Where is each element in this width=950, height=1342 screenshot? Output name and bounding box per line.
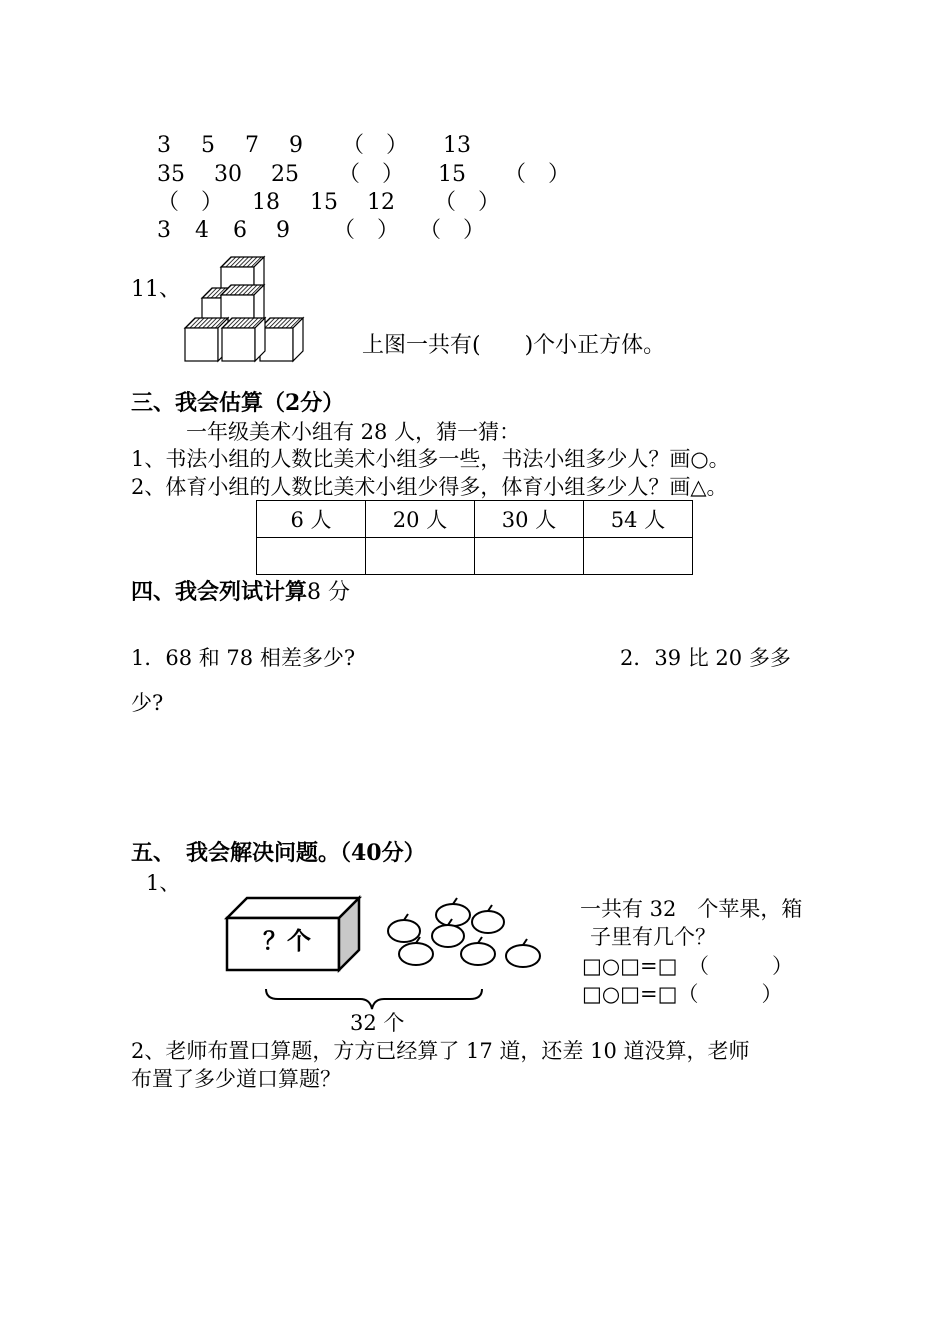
section3-intro: 一年级美术小组有 28 人，猜一猜： (186, 420, 521, 444)
section4-heading (131, 578, 350, 607)
cube-stack-figure (183, 255, 308, 365)
q2-line-2: 布置了多少道口算题？ (131, 1067, 341, 1091)
answer-cell[interactable] (475, 538, 584, 575)
cube-icon (260, 318, 303, 361)
section4-heading-score: 8 分 (307, 580, 351, 605)
answer-cell[interactable] (584, 538, 693, 575)
estimate-table (256, 500, 693, 575)
apple-icon (472, 905, 504, 933)
seq-item: 3 (157, 218, 171, 243)
apple-icon (461, 937, 495, 965)
section3-item-1: 1、书法小组的人数比美术小组多一些，书法小组多少人？画○。 (131, 447, 730, 471)
seq-blank: （ ） (157, 190, 224, 215)
cube-icon (222, 318, 265, 361)
q2-line-1: 2、老师布置口算题，方方已经算了 17 道，还差 10 道没算，老师 (131, 1039, 750, 1063)
seq-blank: （ ） (434, 190, 501, 215)
seq-item: 30 (214, 162, 242, 187)
answer-cell[interactable] (366, 538, 475, 575)
seq-item: 7 (245, 133, 259, 158)
sequence-row-4 (0, 217, 950, 245)
table-header-cell: 6 人 (257, 501, 366, 538)
seq-item: 4 (195, 218, 209, 243)
seq-item: 13 (443, 133, 471, 158)
q1-equation-1[interactable]: □○□=□ （ ） (582, 954, 793, 978)
seq-blank: （ ） (504, 162, 571, 187)
q11-number: 11、 (131, 277, 181, 302)
apple-icon (436, 898, 470, 926)
table-header-cell: 30 人 (475, 501, 584, 538)
section4-q1: 1．68 和 78 相差多少? (131, 646, 356, 670)
q1-equation-2[interactable]: □○□=□（ ） (582, 982, 783, 1006)
seq-item: 3 (157, 133, 171, 158)
q1-text-line-2: 子里有几个？ (590, 925, 716, 949)
q11-question: 上图一共有( )个小正方体。 (362, 333, 666, 358)
q1-text-line-1: 一共有 32 个苹果，箱 (580, 897, 803, 921)
section4-q2: 2．39 比 20 多多 (620, 646, 791, 670)
seq-item: 18 (252, 190, 280, 215)
table-answer-row (257, 538, 693, 575)
apples-figure (385, 899, 545, 974)
apple-icon (506, 939, 540, 967)
seq-item: 12 (367, 190, 395, 215)
seq-blank: （ ） (419, 218, 486, 243)
section4-q2-continued: 少? (131, 691, 164, 715)
total-label: 32 个 (350, 1011, 405, 1035)
seq-blank: （ ） (338, 162, 405, 187)
answer-cell[interactable] (257, 538, 366, 575)
brace-icon (264, 987, 484, 1011)
section5-q1-number: 1、 (146, 871, 181, 895)
seq-item: 15 (438, 162, 466, 187)
table-header-row (257, 501, 693, 538)
seq-blank: （ ） (342, 133, 409, 158)
table-header-cell: 20 人 (366, 501, 475, 538)
sequence-row-1 (0, 132, 950, 160)
seq-item: 9 (276, 218, 290, 243)
section5-heading: 五、 我会解决问题。（40分） (131, 840, 426, 866)
seq-item: 6 (233, 218, 247, 243)
seq-item: 5 (201, 133, 215, 158)
section3-heading: 三、我会估算（2分） (131, 390, 345, 416)
apple-icon (388, 914, 420, 942)
seq-blank: （ ） (333, 218, 400, 243)
seq-item: 15 (310, 190, 338, 215)
seq-item: 9 (289, 133, 303, 158)
sequence-row-2 (0, 161, 950, 189)
seq-item: 35 (157, 162, 185, 187)
seq-item: 25 (271, 162, 299, 187)
box-label: ？个 (263, 926, 311, 955)
sequence-row-3 (0, 189, 950, 217)
section3-item-2: 2、体育小组的人数比美术小组少得多，体育小组多少人？画△。 (131, 475, 728, 499)
section4-heading-title: 四、我会列试计算 (131, 579, 308, 605)
table-header-cell: 54 人 (584, 501, 693, 538)
